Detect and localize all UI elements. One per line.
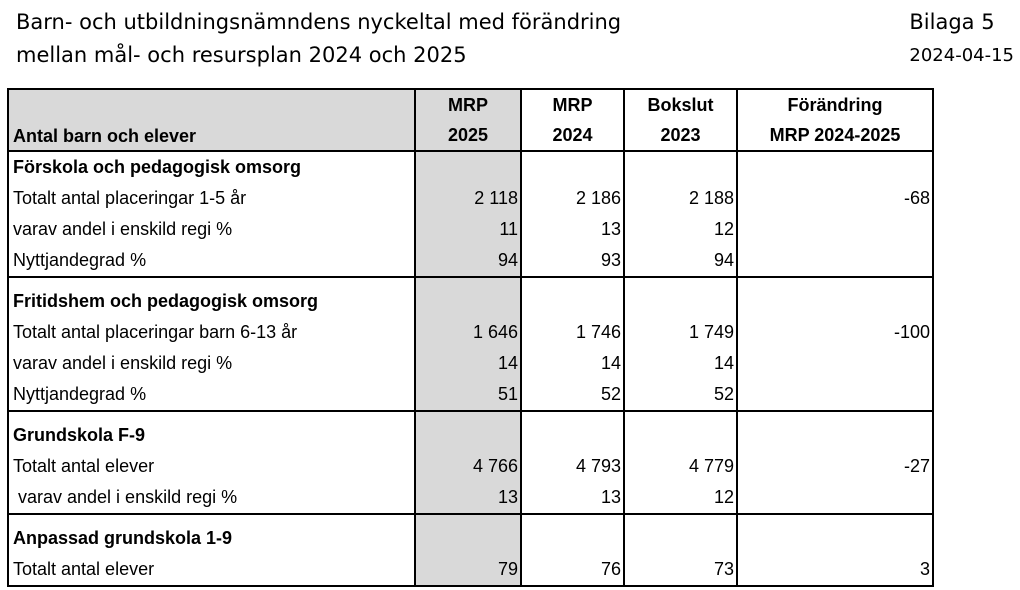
bokslut-2023-cell bbox=[624, 151, 737, 183]
section-title: Grundskola F-9 bbox=[8, 411, 415, 451]
table-row bbox=[8, 183, 933, 214]
mrp-2025-cell: 2 118 bbox=[415, 183, 521, 214]
bokslut-2023-cell: 2 188 bbox=[624, 183, 737, 214]
mrp-2024-cell: 13 bbox=[521, 482, 624, 514]
mrp-2024-cell: 52 bbox=[521, 379, 624, 411]
table-row bbox=[8, 451, 933, 482]
mrp-2024-cell: 93 bbox=[521, 245, 624, 277]
mrp-2025-cell: 51 bbox=[415, 379, 521, 411]
row-label: Totalt antal elever bbox=[8, 554, 415, 586]
change-cell bbox=[737, 411, 933, 451]
change-cell bbox=[737, 277, 933, 317]
bokslut-2023-cell: 14 bbox=[624, 348, 737, 379]
document-title-line1: Barn- och utbildningsnämndens nyckeltal med förändring bbox=[16, 10, 622, 34]
bokslut-2023-cell: 12 bbox=[624, 214, 737, 245]
change-cell bbox=[737, 379, 933, 411]
mrp-2025-cell: 4 766 bbox=[415, 451, 521, 482]
table-row bbox=[8, 379, 933, 411]
change-cell bbox=[737, 514, 933, 554]
mrp-2024-cell bbox=[521, 411, 624, 451]
row-label: varav andel i enskild regi % bbox=[8, 482, 415, 514]
change-cell: 3 bbox=[737, 554, 933, 586]
mrp-2024-cell bbox=[521, 151, 624, 183]
column-header-bokslut-line1: Bokslut bbox=[647, 95, 714, 115]
bokslut-2023-cell: 73 bbox=[624, 554, 737, 586]
table-header-row bbox=[8, 89, 933, 151]
mrp-2024-cell bbox=[521, 277, 624, 317]
column-header-change-line1: Förändring bbox=[787, 95, 883, 115]
bokslut-2023-cell: 52 bbox=[624, 379, 737, 411]
row-label: Totalt antal placeringar 1-5 år bbox=[8, 183, 415, 214]
mrp-2025-cell: 11 bbox=[415, 214, 521, 245]
table-row bbox=[8, 482, 933, 514]
row-label: Nyttjandegrad % bbox=[8, 379, 415, 411]
bokslut-2023-cell: 12 bbox=[624, 482, 737, 514]
mrp-2025-cell: 1 646 bbox=[415, 317, 521, 348]
row-label: varav andel i enskild regi % bbox=[8, 214, 415, 245]
section-title: Förskola och pedagogisk omsorg bbox=[8, 151, 415, 183]
section-row bbox=[8, 277, 933, 317]
mrp-2025-cell bbox=[415, 151, 521, 183]
change-cell: -68 bbox=[737, 183, 933, 214]
column-header-mrp-2024-line2: 2024 bbox=[552, 125, 593, 145]
table-body bbox=[8, 151, 933, 586]
change-cell bbox=[737, 482, 933, 514]
document-meta bbox=[909, 6, 1014, 72]
mrp-2024-cell: 2 186 bbox=[521, 183, 624, 214]
mrp-2024-cell: 1 746 bbox=[521, 317, 624, 348]
section-title: Fritidshem och pedagogisk omsorg bbox=[8, 277, 415, 317]
mrp-2025-cell: 14 bbox=[415, 348, 521, 379]
change-cell bbox=[737, 245, 933, 277]
change-cell bbox=[737, 151, 933, 183]
mrp-2024-cell: 14 bbox=[521, 348, 624, 379]
bokslut-2023-cell bbox=[624, 514, 737, 554]
bokslut-2023-cell: 4 779 bbox=[624, 451, 737, 482]
mrp-2025-cell: 79 bbox=[415, 554, 521, 586]
column-header-mrp-2025-line1: MRP bbox=[448, 95, 488, 115]
attachment-label: Bilaga 5 bbox=[909, 10, 995, 34]
section-row bbox=[8, 411, 933, 451]
document-title-line2: mellan mål- och resursplan 2024 och 2025 bbox=[16, 43, 467, 67]
table-row bbox=[8, 317, 933, 348]
section-row bbox=[8, 151, 933, 183]
table-row bbox=[8, 554, 933, 586]
kpi-table bbox=[7, 88, 934, 587]
column-header-mrp-2025-line2: 2025 bbox=[447, 125, 489, 145]
mrp-2025-cell: 13 bbox=[415, 482, 521, 514]
row-label: Nyttjandegrad % bbox=[8, 245, 415, 277]
bokslut-2023-cell: 94 bbox=[624, 245, 737, 277]
document-date: 2024-04-15 bbox=[909, 45, 1014, 66]
mrp-2025-cell bbox=[415, 277, 521, 317]
column-header-label: Antal barn och elever bbox=[8, 89, 415, 151]
bokslut-2023-cell: 1 749 bbox=[624, 317, 737, 348]
column-header-bokslut-line2: 2023 bbox=[660, 125, 701, 145]
mrp-2024-cell bbox=[521, 514, 624, 554]
column-header-bokslut-2023 bbox=[624, 89, 737, 151]
row-label: varav andel i enskild regi % bbox=[8, 348, 415, 379]
row-label: Totalt antal elever bbox=[8, 451, 415, 482]
change-cell: -27 bbox=[737, 451, 933, 482]
bokslut-2023-cell bbox=[624, 411, 737, 451]
column-header-change-line2: MRP 2024-2025 bbox=[769, 125, 901, 145]
change-cell bbox=[737, 348, 933, 379]
change-cell bbox=[737, 214, 933, 245]
column-header-mrp-2025 bbox=[415, 89, 521, 151]
table-row bbox=[8, 348, 933, 379]
mrp-2024-cell: 76 bbox=[521, 554, 624, 586]
mrp-2025-cell bbox=[415, 514, 521, 554]
section-title: Anpassad grundskola 1-9 bbox=[8, 514, 415, 554]
table-row bbox=[8, 245, 933, 277]
section-row bbox=[8, 514, 933, 554]
column-header-mrp-2024-line1: MRP bbox=[552, 95, 593, 115]
mrp-2024-cell: 13 bbox=[521, 214, 624, 245]
table-row bbox=[8, 214, 933, 245]
change-cell: -100 bbox=[737, 317, 933, 348]
column-header-change bbox=[737, 89, 933, 151]
mrp-2025-cell: 94 bbox=[415, 245, 521, 277]
bokslut-2023-cell bbox=[624, 277, 737, 317]
mrp-2024-cell: 4 793 bbox=[521, 451, 624, 482]
document-title bbox=[16, 6, 621, 72]
row-label: Totalt antal placeringar barn 6-13 år bbox=[8, 317, 415, 348]
column-header-mrp-2024 bbox=[521, 89, 624, 151]
mrp-2025-cell bbox=[415, 411, 521, 451]
